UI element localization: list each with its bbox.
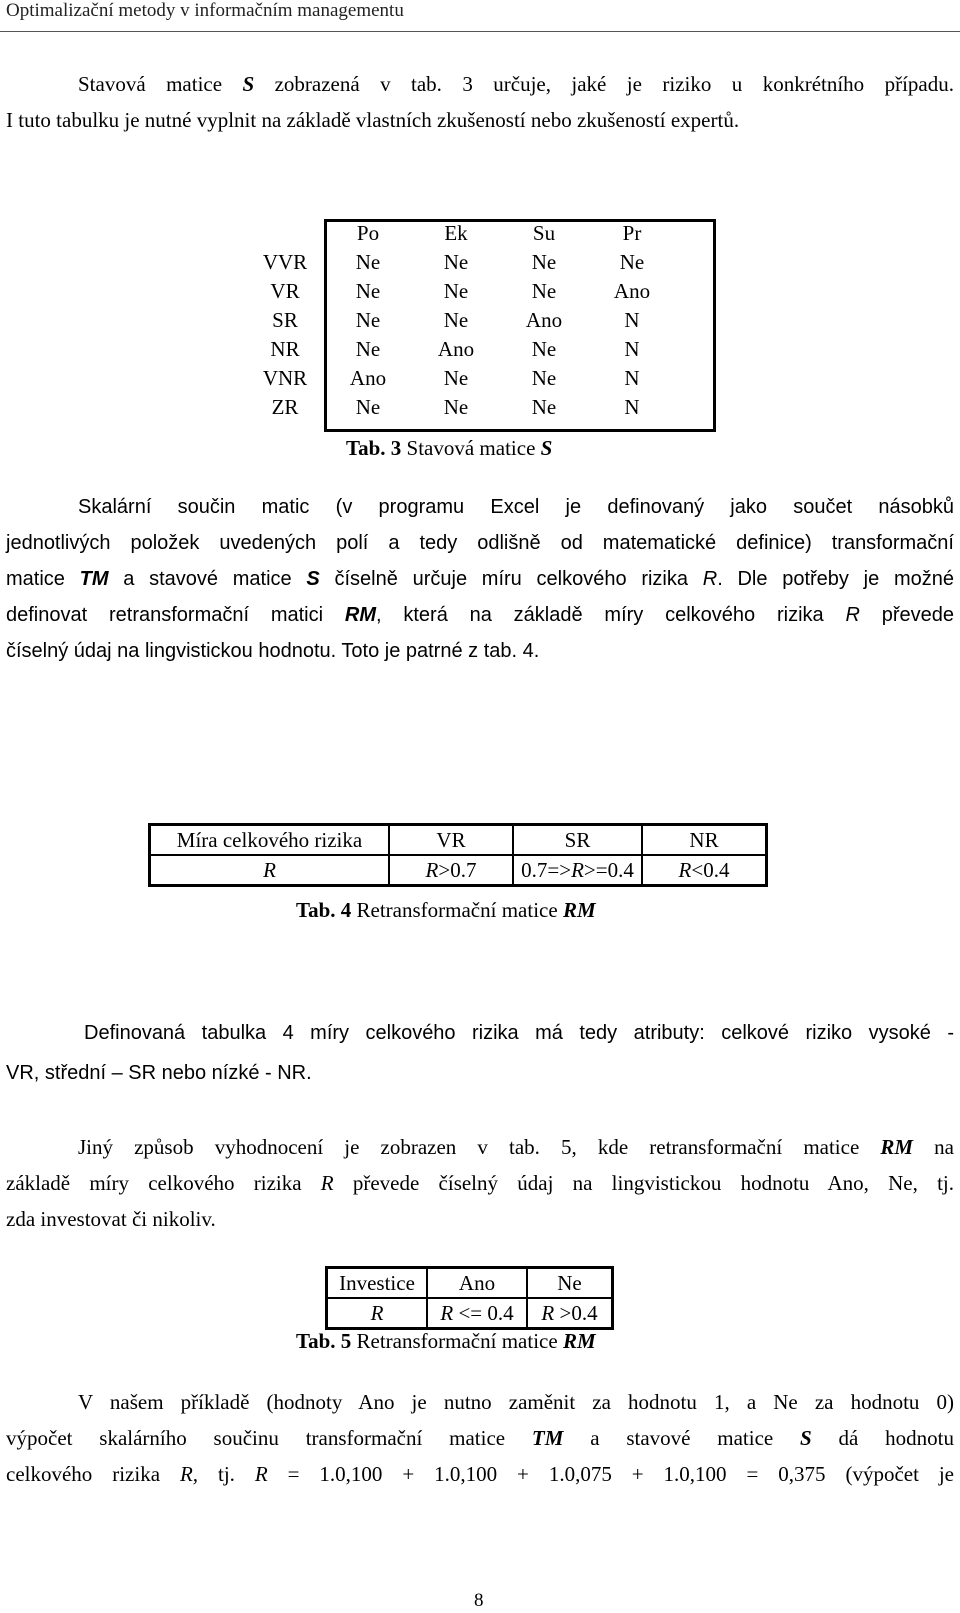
table-header-row (150, 825, 767, 856)
paragraph-line: celkového rizika R, tj. R = 1.0,100 + 1.0,100 + 1.0,075 + 1.0,100 = 0,375 (výpočet je (6, 1462, 955, 1486)
table-cell: Ne (355, 279, 381, 303)
paragraph-line: Definovaná tabulka 4 míry celkového rizika má tedy atributy: celkové riziko vysoké - (84, 1022, 954, 1044)
row-header: SR (272, 308, 298, 332)
table-cell: Ne (355, 395, 381, 419)
table-row (150, 855, 767, 886)
table-cell: R >0.4 (527, 1298, 613, 1329)
table-cell: Ne (531, 395, 557, 419)
column-header: SR (513, 825, 642, 856)
table-cell: Ano (349, 366, 387, 390)
row-header: ZR (271, 395, 299, 419)
paragraph-line: V našem příkladě (hodnoty Ano je nutno zaměnit za hodnotu 1, a Ne za hodnotu 0) (78, 1390, 954, 1414)
paragraph-intro (6, 66, 954, 138)
table3-caption: Tab. 3 Stavová matice S (346, 436, 553, 460)
table-cell: Ne (443, 366, 469, 390)
row-header: R (327, 1298, 428, 1329)
paragraph-line: I tuto tabulku je nutné vyplnit na základě vlastních zkušeností nebo zkušeností expertů. (6, 108, 740, 132)
running-header: Optimalizační metody v informačním managementu (6, 0, 404, 21)
table-row (246, 335, 676, 364)
paragraph-line: zda investovat či nikoliv. (6, 1207, 216, 1231)
table-row (327, 1298, 613, 1329)
table-corner-cell (246, 219, 324, 248)
paragraph-line: matice TM a stavové matice S číselně určuje míru celkového rizika R. Dle potřeby je možné (6, 568, 954, 590)
row-header: R (150, 855, 390, 886)
row-header: NR (270, 337, 300, 361)
table-row (246, 248, 676, 277)
column-header: Su (532, 221, 556, 245)
table-header-row (327, 1268, 613, 1299)
row-header: VR (270, 279, 300, 303)
retransformation-table-5 (325, 1266, 614, 1330)
table-cell: Ne (443, 279, 469, 303)
paragraph-example (6, 1384, 954, 1492)
table-row (246, 306, 676, 335)
column-header: NR (642, 825, 767, 856)
table-cell: Ne (443, 308, 469, 332)
paragraph-alt-evaluation (6, 1129, 954, 1237)
table-cell: Ne (355, 250, 381, 274)
column-header: Investice (327, 1268, 428, 1299)
table-row (246, 364, 676, 393)
retransformation-table-4 (148, 823, 768, 887)
paragraph-line: VR, střední – SR nebo nízké - NR. (6, 1062, 312, 1084)
page-number: 8 (474, 1590, 484, 1611)
paragraph-line: Stavová matice S zobrazená v tab. 3 určuje, jaké je riziko u konkrétního případu. (78, 72, 955, 96)
table-cell: N (624, 395, 640, 419)
column-header: Pr (622, 221, 642, 245)
table-cell: Ne (531, 337, 557, 361)
table-cell: Ne (531, 250, 557, 274)
paragraph-line: základě míry celkového rizika R převede číselný údaj na lingvistickou hodnotu Ano, Ne, tj. (6, 1171, 954, 1195)
column-header: Míra celkového rizika (150, 825, 390, 856)
table-cell: Ano (613, 279, 651, 303)
paragraph-line: výpočet skalárního součinu transformační matice TM a stavové matice S dá hodnotu (6, 1426, 954, 1450)
table-cell: N (624, 366, 640, 390)
paragraph-line: definovat retransformační matici RM, která na základě míry celkového rizika R převede (6, 604, 954, 626)
row-header: VVR (262, 250, 308, 274)
table-cell: R <= 0.4 (427, 1298, 527, 1329)
column-header: VR (389, 825, 513, 856)
column-header: Ne (527, 1268, 613, 1299)
table-cell: Ano (525, 308, 563, 332)
paragraph-attributes (6, 1013, 954, 1093)
table-cell: R<0.4 (642, 855, 767, 886)
table-row (246, 393, 676, 422)
table-cell: Ne (619, 250, 645, 274)
table-cell: Ne (531, 279, 557, 303)
paragraph-line: jednotlivých položek uvedených polí a tedy odlišně od matematické definice) transformační (6, 532, 954, 554)
table-cell: Ano (437, 337, 475, 361)
row-header: VNR (262, 366, 308, 390)
column-header: Po (356, 221, 380, 245)
table-cell: N (624, 337, 640, 361)
table-row (246, 277, 676, 306)
table-cell: Ne (355, 308, 381, 332)
table-cell: Ne (531, 366, 557, 390)
table-cell: Ne (355, 337, 381, 361)
table-cell: Ne (443, 250, 469, 274)
table4-caption: Tab. 4 Retransformační matice RM (296, 898, 596, 922)
header-divider (0, 31, 960, 32)
paragraph-scalar-product (6, 489, 954, 669)
table-cell: Ne (443, 395, 469, 419)
column-header: Ano (427, 1268, 527, 1299)
paragraph-line: Skalární součin matic (v programu Excel je definovaný jako součet násobků (78, 496, 954, 518)
column-header: Ek (444, 221, 468, 245)
table-cell: R>0.7 (389, 855, 513, 886)
paragraph-line: Jiný způsob vyhodnocení je zobrazen v tab. 5, kde retransformační matice RM na (78, 1135, 954, 1159)
table-header-row (246, 219, 676, 248)
table5-caption: Tab. 5 Retransformační matice RM (296, 1329, 596, 1353)
paragraph-line: číselný údaj na lingvistickou hodnotu. Toto je patrné z tab. 4. (6, 640, 540, 662)
table-cell: N (624, 308, 640, 332)
table-cell: 0.7=>R>=0.4 (513, 855, 642, 886)
state-matrix-table (246, 219, 676, 422)
